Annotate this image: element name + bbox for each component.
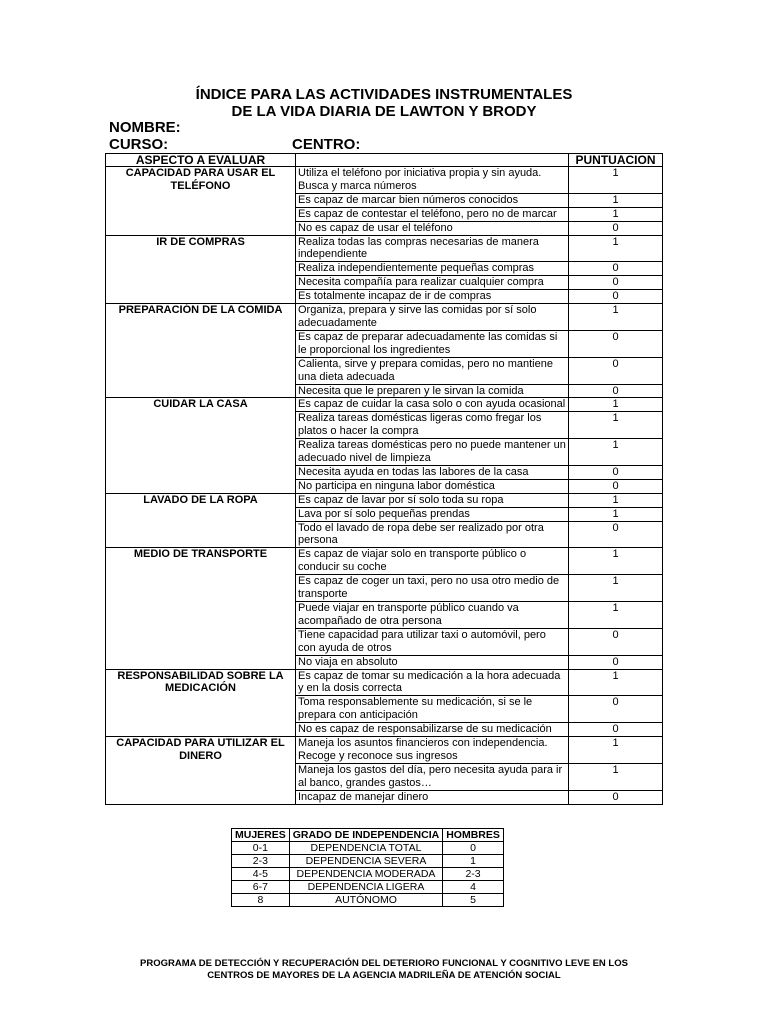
curso-label: CURSO:: [109, 136, 169, 153]
item-description: Realiza independientemente pequeñas compras: [296, 262, 569, 276]
item-score: 0: [569, 655, 663, 669]
table-row: [106, 737, 663, 764]
item-description: Todo el lavado de ropa debe ser realizado por otra persona: [296, 521, 569, 548]
scale-cell-grado: DEPENDENCIA MODERADA: [289, 868, 442, 881]
item-description: Es capaz de contestar el teléfono, pero no de marcar: [296, 207, 569, 221]
scale-cell-mujeres: 0-1: [232, 842, 290, 855]
item-score: 0: [569, 330, 663, 357]
evaluation-table-body: [106, 167, 663, 805]
item-score: 0: [569, 790, 663, 804]
item-description: Realiza tareas domésticas ligeras como fregar los platos o hacer la compra: [296, 412, 569, 439]
item-score: 0: [569, 465, 663, 479]
item-description: No participa en ninguna labor doméstica: [296, 479, 569, 493]
item-description: No viaja en absoluto: [296, 655, 569, 669]
item-score: 1: [569, 763, 663, 790]
hombres-header: HOMBRES: [443, 829, 504, 842]
footer: [0, 958, 768, 982]
footer-line-2: CENTROS DE MAYORES DE LA AGENCIA MADRILEÑA DE ATENCIÓN SOCIAL: [207, 970, 561, 981]
item-score: 0: [569, 357, 663, 384]
aspect-label: IR DE COMPRAS: [106, 235, 296, 304]
title-line-2: DE LA VIDA DIARIA DE LAWTON Y BRODY: [231, 103, 537, 120]
scale-cell-grado: DEPENDENCIA SEVERA: [289, 855, 442, 868]
item-score: 1: [569, 548, 663, 575]
footer-line-1: PROGRAMA DE DETECCIÓN Y RECUPERACIÓN DEL DETERIORO FUNCIONAL Y COGNITIVO LEVE EN LOS: [140, 958, 628, 969]
item-score: 1: [569, 193, 663, 207]
item-score: 1: [569, 398, 663, 412]
aspect-label: CAPACIDAD PARA USAR EL TELÉFONO: [106, 167, 296, 236]
item-score: 1: [569, 304, 663, 331]
item-description: Realiza tareas domésticas pero no puede mantener un adecuado nivel de limpieza: [296, 439, 569, 466]
scale-cell-grado: AUTÓNOMO: [289, 894, 442, 907]
scale-header-row: [232, 829, 504, 842]
title-line-1: ÍNDICE PARA LAS ACTIVIDADES INSTRUMENTALES: [195, 86, 573, 103]
centro-label: CENTRO:: [292, 136, 361, 153]
aspect-label: PREPARACIÓN DE LA COMIDA: [106, 304, 296, 398]
aspect-label: CUIDAR LA CASA: [106, 398, 296, 493]
item-description: Es capaz de lavar por sí solo toda su ropa: [296, 493, 569, 507]
scale-cell-mujeres: 4-5: [232, 868, 290, 881]
item-description: Es capaz de cuidar la casa solo o con ayuda ocasional: [296, 398, 569, 412]
aspect-label: MEDIO DE TRANSPORTE: [106, 548, 296, 669]
scale-row: [232, 842, 504, 855]
table-header-row: [106, 154, 663, 167]
item-description: Lava por sí solo pequeñas prendas: [296, 507, 569, 521]
item-description: Incapaz de manejar dinero: [296, 790, 569, 804]
item-description: Tiene capacidad para utilizar taxi o automóvil, pero con ayuda de otros: [296, 628, 569, 655]
item-description: Es capaz de tomar su medicación a la hora adecuada y en la dosis correcta: [296, 669, 569, 696]
scale-cell-mujeres: 6-7: [232, 881, 290, 894]
table-row: [106, 493, 663, 507]
item-score: 1: [569, 412, 663, 439]
item-description: Es capaz de viajar solo en transporte público o conducir su coche: [296, 548, 569, 575]
item-score: 1: [569, 207, 663, 221]
item-score: 0: [569, 262, 663, 276]
scale-cell-mujeres: 8: [232, 894, 290, 907]
item-score: 0: [569, 290, 663, 304]
item-score: 1: [569, 602, 663, 629]
table-row: [106, 398, 663, 412]
scale-cell-grado: DEPENDENCIA LIGERA: [289, 881, 442, 894]
item-score: 0: [569, 696, 663, 723]
item-score: 1: [569, 737, 663, 764]
item-score: 1: [569, 575, 663, 602]
scale-cell-hombres: 0: [443, 842, 504, 855]
scale-cell-grado: DEPENDENCIA TOTAL: [289, 842, 442, 855]
scale-row: [232, 881, 504, 894]
scale-cell-hombres: 2-3: [443, 868, 504, 881]
aspect-header: ASPECTO A EVALUAR: [106, 154, 296, 167]
item-score: 1: [569, 669, 663, 696]
item-description: Es capaz de coger un taxi, pero no usa otro medio de transporte: [296, 575, 569, 602]
aspect-label: LAVADO DE LA ROPA: [106, 493, 296, 548]
item-score: 0: [569, 628, 663, 655]
item-description: Necesita compañía para realizar cualquier compra: [296, 276, 569, 290]
scale-table-body: [232, 842, 504, 907]
table-row: [106, 304, 663, 331]
description-header: [296, 154, 569, 167]
scale-cell-hombres: 4: [443, 881, 504, 894]
score-header: PUNTUACION: [569, 154, 663, 167]
item-score: 0: [569, 521, 663, 548]
scoring-scale-table: [231, 828, 504, 907]
item-description: Calienta, sirve y prepara comidas, pero no mantiene una dieta adecuada: [296, 357, 569, 384]
item-score: 0: [569, 723, 663, 737]
scale-cell-hombres: 5: [443, 894, 504, 907]
scale-row: [232, 855, 504, 868]
item-score: 0: [569, 221, 663, 235]
item-description: Necesita ayuda en todas las labores de la casa: [296, 465, 569, 479]
item-description: Es totalmente incapaz de ir de compras: [296, 290, 569, 304]
grado-header: GRADO DE INDEPENDENCIA: [289, 829, 442, 842]
item-score: 0: [569, 276, 663, 290]
item-description: Organiza, prepara y sirve las comidas por sí solo adecuadamente: [296, 304, 569, 331]
item-score: 1: [569, 439, 663, 466]
item-description: No es capaz de responsabilizarse de su medicación: [296, 723, 569, 737]
item-description: Maneja los gastos del día, pero necesita ayuda para ir al banco, grandes gastos…: [296, 763, 569, 790]
table-row: [106, 235, 663, 262]
table-row: [106, 669, 663, 696]
item-description: Es capaz de marcar bien números conocidos: [296, 193, 569, 207]
item-score: 1: [569, 493, 663, 507]
item-description: Es capaz de preparar adecuadamente las comidas si le proporcional los ingredientes: [296, 330, 569, 357]
item-score: 1: [569, 235, 663, 262]
scale-row: [232, 868, 504, 881]
item-description: Toma responsablemente su medicación, si se le prepara con anticipación: [296, 696, 569, 723]
scale-row: [232, 894, 504, 907]
evaluation-table: [105, 153, 663, 805]
item-score: 0: [569, 384, 663, 398]
scale-cell-mujeres: 2-3: [232, 855, 290, 868]
aspect-label: RESPONSABILIDAD SOBRE LA MEDICACIÓN: [106, 669, 296, 737]
item-score: 0: [569, 479, 663, 493]
table-row: [106, 167, 663, 194]
item-description: Necesita que le preparen y le sirvan la comida: [296, 384, 569, 398]
mujeres-header: MUJERES: [232, 829, 290, 842]
item-score: 1: [569, 167, 663, 194]
item-score: 1: [569, 507, 663, 521]
scale-cell-hombres: 1: [443, 855, 504, 868]
table-row: [106, 548, 663, 575]
nombre-label: NOMBRE:: [109, 119, 181, 136]
item-description: Utiliza el teléfono por iniciativa propia y sin ayuda. Busca y marca números: [296, 167, 569, 194]
item-description: No es capaz de usar el teléfono: [296, 221, 569, 235]
item-description: Maneja los asuntos financieros con independencia. Recoge y reconoce sus ingresos: [296, 737, 569, 764]
item-description: Realiza todas las compras necesarias de manera independiente: [296, 235, 569, 262]
aspect-label: CAPACIDAD PARA UTILIZAR EL DINERO: [106, 737, 296, 805]
item-description: Puede viajar en transporte público cuando va acompañado de otra persona: [296, 602, 569, 629]
